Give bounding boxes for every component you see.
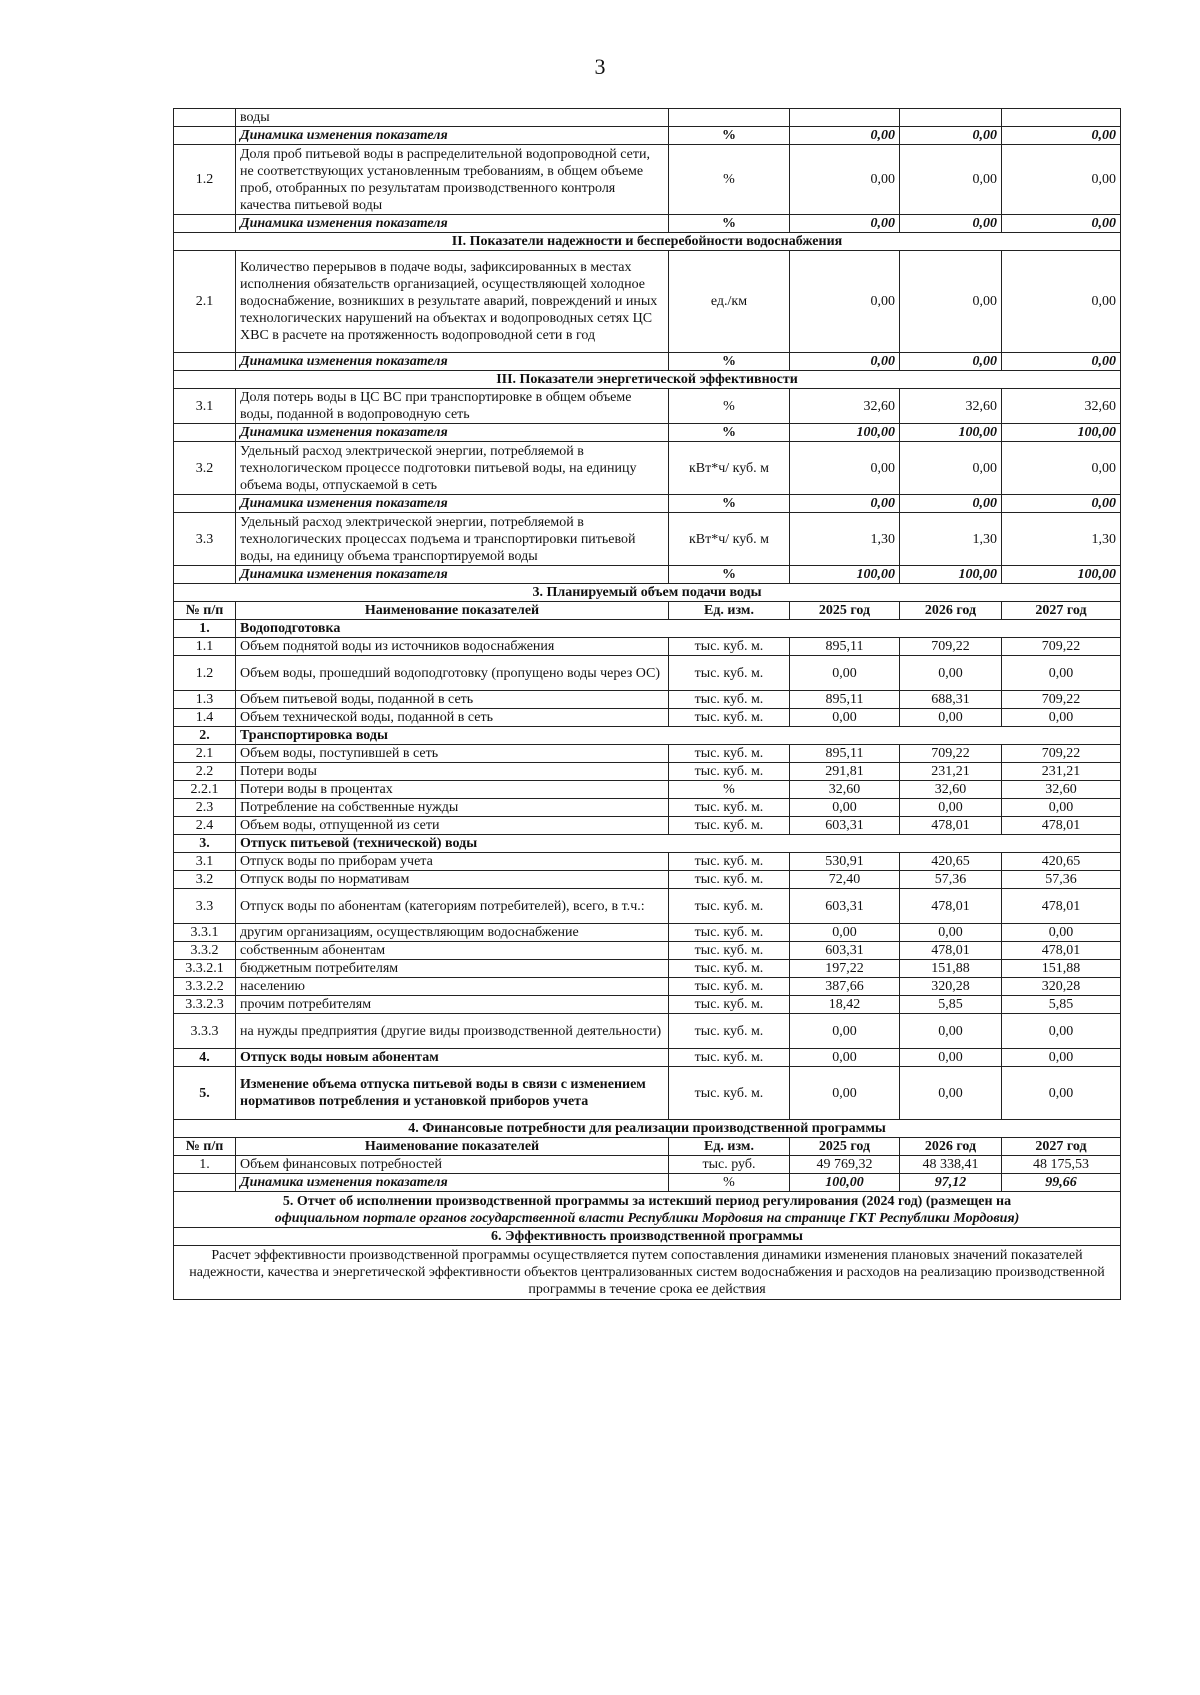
unit-cell: тыс. куб. м. (669, 871, 790, 889)
value-2025: 603,31 (790, 817, 900, 835)
indicator-name: Потери воды (236, 763, 669, 781)
table-row (174, 1049, 1121, 1067)
row-number (174, 127, 236, 145)
section-title-row (174, 1228, 1121, 1246)
table-row (174, 389, 1121, 424)
value-2027: 151,88 (1002, 960, 1121, 978)
row-number: 3. (174, 835, 236, 853)
table-row (174, 638, 1121, 656)
value-2025: 0,00 (790, 799, 900, 817)
value-2027: 5,85 (1002, 996, 1121, 1014)
table-row (174, 924, 1121, 942)
unit-cell: кВт*ч/ куб. м (669, 442, 790, 495)
value-2027: 48 175,53 (1002, 1156, 1121, 1174)
row-number: 3.3.2 (174, 942, 236, 960)
value-2026: 0,00 (900, 442, 1002, 495)
value-2025: 32,60 (790, 389, 900, 424)
value-2025: 0,00 (790, 656, 900, 691)
indicator-name: Объем финансовых потребностей (236, 1156, 669, 1174)
row-number: 3.1 (174, 389, 236, 424)
indicator-name: Удельный расход электрической энергии, потребляемой в технологическом процессе подготовки питьевой воды, на единицу объема воды, отпускаемой в сеть (236, 442, 669, 495)
value-2025: 100,00 (790, 1174, 900, 1192)
value-2027: 57,36 (1002, 871, 1121, 889)
unit-cell (669, 109, 790, 127)
value-2025 (790, 109, 900, 127)
value-2026: 1,30 (900, 513, 1002, 566)
value-2027: 0,00 (1002, 127, 1121, 145)
row-number: 2.2.1 (174, 781, 236, 799)
unit-cell: тыс. куб. м. (669, 924, 790, 942)
value-2025: 0,00 (790, 442, 900, 495)
value-2027: 478,01 (1002, 942, 1121, 960)
unit-cell: % (669, 424, 790, 442)
value-2027: 0,00 (1002, 656, 1121, 691)
unit-cell: % (669, 389, 790, 424)
row-number: 3.3.2.3 (174, 996, 236, 1014)
value-2025: 100,00 (790, 424, 900, 442)
table-row (174, 835, 1121, 853)
unit-cell: тыс. куб. м. (669, 960, 790, 978)
indicator-name: прочим потребителям (236, 996, 669, 1014)
section-title: 4. Финансовые потребности для реализации производственной программы (174, 1120, 1121, 1138)
header-2027: 2027 год (1002, 1138, 1121, 1156)
table-row (174, 709, 1121, 727)
table-row (174, 1156, 1121, 1174)
table-row (174, 495, 1121, 513)
indicator-name: Изменение объема отпуска питьевой воды в связи с изменением нормативов потребления и установкой приборов учета (236, 1067, 669, 1120)
table-row (174, 853, 1121, 871)
value-2026: 478,01 (900, 942, 1002, 960)
table-row (174, 978, 1121, 996)
table-row (174, 1246, 1121, 1300)
value-2027: 99,66 (1002, 1174, 1121, 1192)
unit-cell: тыс. куб. м. (669, 1049, 790, 1067)
row-number: 1.3 (174, 691, 236, 709)
table-row (174, 871, 1121, 889)
unit-cell: тыс. куб. м. (669, 853, 790, 871)
table-row (174, 1192, 1121, 1228)
page-number: 3 (594, 54, 606, 79)
value-2027: 320,28 (1002, 978, 1121, 996)
unit-cell: тыс. куб. м. (669, 745, 790, 763)
table-row (174, 145, 1121, 215)
header-unit: Ед. изм. (669, 602, 790, 620)
indicator-name: населению (236, 978, 669, 996)
section-title-row (174, 233, 1121, 251)
header-2025: 2025 год (790, 1138, 900, 1156)
value-2027: 0,00 (1002, 442, 1121, 495)
indicator-name: Потери воды в процентах (236, 781, 669, 799)
unit-cell: кВт*ч/ куб. м (669, 513, 790, 566)
value-2025: 0,00 (790, 709, 900, 727)
value-2027 (1002, 109, 1121, 127)
value-2027: 0,00 (1002, 145, 1121, 215)
value-2025: 0,00 (790, 924, 900, 942)
table-header-row (174, 1138, 1121, 1156)
value-2025: 603,31 (790, 942, 900, 960)
unit-cell: % (669, 495, 790, 513)
value-2027: 32,60 (1002, 389, 1121, 424)
section-title: III. Показатели энергетической эффективности (174, 371, 1121, 389)
row-number: 3.3.3 (174, 1014, 236, 1049)
header-2025: 2025 год (790, 602, 900, 620)
value-2026: 231,21 (900, 763, 1002, 781)
value-2027: 709,22 (1002, 638, 1121, 656)
row-number (174, 215, 236, 233)
row-number: 3.2 (174, 442, 236, 495)
unit-cell: тыс. куб. м. (669, 942, 790, 960)
row-number: 1. (174, 620, 236, 638)
table-row (174, 960, 1121, 978)
value-2026 (900, 109, 1002, 127)
value-2025: 530,91 (790, 853, 900, 871)
value-2026: 5,85 (900, 996, 1002, 1014)
value-2027: 0,00 (1002, 251, 1121, 353)
indicator-name: Объем воды, прошедший водоподготовку (пропущено воды через ОС) (236, 656, 669, 691)
value-2026: 100,00 (900, 424, 1002, 442)
row-number: 2.3 (174, 799, 236, 817)
value-2026: 0,00 (900, 145, 1002, 215)
table-row (174, 215, 1121, 233)
section-title-row (174, 584, 1121, 602)
unit-cell: тыс. куб. м. (669, 889, 790, 924)
indicator-name: Объем питьевой воды, поданной в сеть (236, 691, 669, 709)
value-2025: 1,30 (790, 513, 900, 566)
unit-cell: тыс. куб. м. (669, 691, 790, 709)
indicator-name: Доля проб питьевой воды в распределительной водопроводной сети, не соответствующих установленным требованиям, в общем объеме проб, отобранных по результатам производственного контроля качества питьевой воды (236, 145, 669, 215)
unit-cell: тыс. куб. м. (669, 978, 790, 996)
unit-cell: % (669, 781, 790, 799)
indicator-name: собственным абонентам (236, 942, 669, 960)
row-number (174, 424, 236, 442)
indicator-name: на нужды предприятия (другие виды производственной деятельности) (236, 1014, 669, 1049)
indicator-name: Объем воды, поступившей в сеть (236, 745, 669, 763)
header-2027: 2027 год (1002, 602, 1121, 620)
indicator-name: Удельный расход электрической энергии, потребляемой в технологических процессах подъема и транспортировки питьевой воды, на единицу объема транспортируемой воды (236, 513, 669, 566)
value-2027: 1,30 (1002, 513, 1121, 566)
table-row (174, 566, 1121, 584)
value-2026: 0,00 (900, 1049, 1002, 1067)
indicator-name: Динамика изменения показателя (236, 1174, 669, 1192)
indicator-name: Динамика изменения показателя (236, 495, 669, 513)
header-name: Наименование показателей (236, 1138, 669, 1156)
row-number: 2. (174, 727, 236, 745)
value-2026: 32,60 (900, 389, 1002, 424)
value-2026: 478,01 (900, 817, 1002, 835)
value-2026: 709,22 (900, 745, 1002, 763)
value-2026: 0,00 (900, 799, 1002, 817)
table-row (174, 620, 1121, 638)
value-2025: 0,00 (790, 1014, 900, 1049)
value-2026: 709,22 (900, 638, 1002, 656)
value-2025: 100,00 (790, 566, 900, 584)
unit-cell: тыс. куб. м. (669, 656, 790, 691)
row-number: 1.2 (174, 656, 236, 691)
unit-cell: тыс. руб. (669, 1156, 790, 1174)
unit-cell: тыс. куб. м. (669, 638, 790, 656)
value-2027: 100,00 (1002, 424, 1121, 442)
value-2026: 420,65 (900, 853, 1002, 871)
header-2026: 2026 год (900, 602, 1002, 620)
group-heading: Водоподготовка (236, 620, 1121, 638)
value-2026: 688,31 (900, 691, 1002, 709)
unit-cell: тыс. куб. м. (669, 817, 790, 835)
row-number: 2.4 (174, 817, 236, 835)
value-2025: 387,66 (790, 978, 900, 996)
value-2027: 0,00 (1002, 1014, 1121, 1049)
value-2026: 320,28 (900, 978, 1002, 996)
table-row (174, 727, 1121, 745)
row-number: 1.4 (174, 709, 236, 727)
value-2027: 0,00 (1002, 924, 1121, 942)
table-row (174, 763, 1121, 781)
group-heading: Транспортировка воды (236, 727, 1121, 745)
unit-cell: % (669, 215, 790, 233)
header-2026: 2026 год (900, 1138, 1002, 1156)
row-number: 2.2 (174, 763, 236, 781)
table-row (174, 127, 1121, 145)
table-row (174, 442, 1121, 495)
table-row (174, 1067, 1121, 1120)
value-2025: 0,00 (790, 495, 900, 513)
value-2025: 0,00 (790, 1049, 900, 1067)
indicator-name: Динамика изменения показателя (236, 215, 669, 233)
indicator-name: Отпуск воды по нормативам (236, 871, 669, 889)
row-number: 1. (174, 1156, 236, 1174)
row-number: 1.2 (174, 145, 236, 215)
value-2026: 151,88 (900, 960, 1002, 978)
header-unit: Ед. изм. (669, 1138, 790, 1156)
value-2025: 0,00 (790, 251, 900, 353)
table-row (174, 889, 1121, 924)
table-row (174, 799, 1121, 817)
row-number: 3.3.2.1 (174, 960, 236, 978)
row-number (174, 1174, 236, 1192)
row-number: 3.3 (174, 889, 236, 924)
table-row (174, 251, 1121, 353)
value-2027: 231,21 (1002, 763, 1121, 781)
indicator-name: Доля потерь воды в ЦС ВС при транспортировке в общем объеме воды, поданной в водопроводную сеть (236, 389, 669, 424)
unit-cell: тыс. куб. м. (669, 1014, 790, 1049)
value-2025: 0,00 (790, 145, 900, 215)
value-2026: 48 338,41 (900, 1156, 1002, 1174)
value-2025: 18,42 (790, 996, 900, 1014)
indicator-name: бюджетным потребителям (236, 960, 669, 978)
value-2025: 32,60 (790, 781, 900, 799)
value-2027: 32,60 (1002, 781, 1121, 799)
report-title-line1: 5. Отчет об исполнении производственной программы за истекший период регулирования (2024 год) (размещен на (282, 1193, 1012, 1209)
indicator-name: Отпуск воды новым абонентам (236, 1049, 669, 1067)
indicator-name: воды (236, 109, 669, 127)
efficiency-text: Расчет эффективности производственной программы осуществляется путем сопоставления динамики изменения плановых значений показателей надежности, качества и энергетической эффективности объектов централизованных систем водоснабжения и расходов на реализацию производственной программы в течение срока ее действия (174, 1246, 1121, 1300)
table-row (174, 1014, 1121, 1049)
table-row (174, 656, 1121, 691)
value-2027: 0,00 (1002, 1067, 1121, 1120)
indicator-name: Динамика изменения показателя (236, 424, 669, 442)
program-table (173, 108, 1121, 1300)
unit-cell: тыс. куб. м. (669, 996, 790, 1014)
table-row (174, 109, 1121, 127)
value-2026: 0,00 (900, 1014, 1002, 1049)
indicator-name: Динамика изменения показателя (236, 353, 669, 371)
table-row (174, 942, 1121, 960)
row-number: 3.2 (174, 871, 236, 889)
header-num: № п/п (174, 1138, 236, 1156)
table-row (174, 513, 1121, 566)
value-2026: 57,36 (900, 871, 1002, 889)
value-2025: 0,00 (790, 127, 900, 145)
value-2027: 478,01 (1002, 889, 1121, 924)
table-row (174, 353, 1121, 371)
value-2026: 0,00 (900, 251, 1002, 353)
report-title (174, 1192, 1121, 1228)
section-title-row (174, 371, 1121, 389)
indicator-name: Объем воды, отпущенной из сети (236, 817, 669, 835)
value-2026: 0,00 (900, 215, 1002, 233)
unit-cell: тыс. куб. м. (669, 709, 790, 727)
value-2026: 478,01 (900, 889, 1002, 924)
section-title-row (174, 1120, 1121, 1138)
value-2025: 72,40 (790, 871, 900, 889)
report-title-line2: официальном портале органов государственной власти Республики Мордовия на странице ГКТ Республики Мордовия) (274, 1210, 1020, 1226)
indicator-name: Объем технической воды, поданной в сеть (236, 709, 669, 727)
value-2025: 0,00 (790, 215, 900, 233)
value-2027: 0,00 (1002, 799, 1121, 817)
section-title: 3. Планируемый объем подачи воды (174, 584, 1121, 602)
unit-cell: % (669, 127, 790, 145)
row-number: 5. (174, 1067, 236, 1120)
row-number: 4. (174, 1049, 236, 1067)
table-row (174, 996, 1121, 1014)
value-2025: 291,81 (790, 763, 900, 781)
value-2025: 603,31 (790, 889, 900, 924)
table-header-row (174, 602, 1121, 620)
value-2026: 0,00 (900, 1067, 1002, 1120)
section-title: II. Показатели надежности и бесперебойности водоснабжения (174, 233, 1121, 251)
value-2026: 0,00 (900, 353, 1002, 371)
table-row (174, 424, 1121, 442)
value-2025: 0,00 (790, 353, 900, 371)
table-row (174, 1174, 1121, 1192)
value-2026: 0,00 (900, 127, 1002, 145)
row-number (174, 109, 236, 127)
unit-cell: тыс. куб. м. (669, 799, 790, 817)
indicator-name: Потребление на собственные нужды (236, 799, 669, 817)
unit-cell: тыс. куб. м. (669, 763, 790, 781)
indicator-name: Количество перерывов в подаче воды, зафиксированных в местах исполнения обязательств организацией, осуществляющей холодное водоснабжение, возникших в результате аварий, повреждений и иных технологических нарушений на объектах и водопроводных сетях ЦС ХВС в расчете на протяженность водопроводной сети в год (236, 251, 669, 353)
row-number: 3.3.2.2 (174, 978, 236, 996)
value-2026: 0,00 (900, 495, 1002, 513)
value-2025: 0,00 (790, 1067, 900, 1120)
row-number: 3.3 (174, 513, 236, 566)
value-2026: 97,12 (900, 1174, 1002, 1192)
unit-cell: % (669, 1174, 790, 1192)
value-2026: 0,00 (900, 709, 1002, 727)
value-2025: 49 769,32 (790, 1156, 900, 1174)
unit-cell: % (669, 566, 790, 584)
unit-cell: ед./км (669, 251, 790, 353)
indicator-name: другим организациям, осуществляющим водоснабжение (236, 924, 669, 942)
row-number: 3.1 (174, 853, 236, 871)
value-2025: 895,11 (790, 745, 900, 763)
header-name: Наименование показателей (236, 602, 669, 620)
value-2027: 709,22 (1002, 691, 1121, 709)
header-num: № п/п (174, 602, 236, 620)
table-row (174, 691, 1121, 709)
table-row (174, 781, 1121, 799)
value-2026: 32,60 (900, 781, 1002, 799)
row-number: 1.1 (174, 638, 236, 656)
row-number (174, 566, 236, 584)
value-2026: 0,00 (900, 924, 1002, 942)
section-title: 6. Эффективность производственной программы (174, 1228, 1121, 1246)
row-number (174, 353, 236, 371)
value-2027: 0,00 (1002, 709, 1121, 727)
indicator-name: Динамика изменения показателя (236, 127, 669, 145)
value-2027: 420,65 (1002, 853, 1121, 871)
value-2026: 0,00 (900, 656, 1002, 691)
value-2027: 100,00 (1002, 566, 1121, 584)
table-row (174, 817, 1121, 835)
value-2025: 895,11 (790, 638, 900, 656)
row-number: 3.3.1 (174, 924, 236, 942)
value-2027: 0,00 (1002, 495, 1121, 513)
row-number: 2.1 (174, 745, 236, 763)
group-heading: Отпуск питьевой (технической) воды (236, 835, 1121, 853)
unit-cell: % (669, 353, 790, 371)
value-2027: 0,00 (1002, 215, 1121, 233)
value-2025: 895,11 (790, 691, 900, 709)
value-2027: 0,00 (1002, 1049, 1121, 1067)
unit-cell: тыс. куб. м. (669, 1067, 790, 1120)
table-row (174, 745, 1121, 763)
row-number: 2.1 (174, 251, 236, 353)
indicator-name: Отпуск воды по приборам учета (236, 853, 669, 871)
indicator-name: Отпуск воды по абонентам (категориям потребителей), всего, в т.ч.: (236, 889, 669, 924)
indicator-name: Объем поднятой воды из источников водоснабжения (236, 638, 669, 656)
unit-cell: % (669, 145, 790, 215)
value-2025: 197,22 (790, 960, 900, 978)
indicator-name: Динамика изменения показателя (236, 566, 669, 584)
value-2027: 478,01 (1002, 817, 1121, 835)
value-2027: 709,22 (1002, 745, 1121, 763)
value-2026: 100,00 (900, 566, 1002, 584)
row-number (174, 495, 236, 513)
value-2027: 0,00 (1002, 353, 1121, 371)
